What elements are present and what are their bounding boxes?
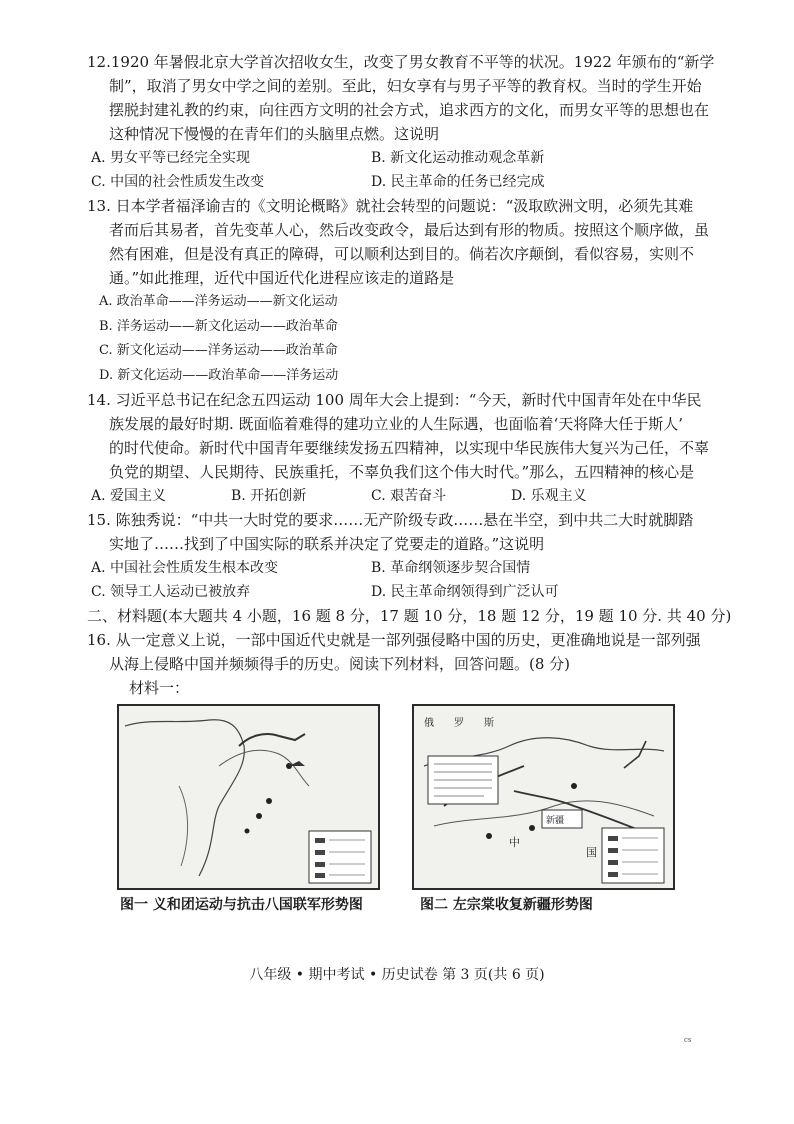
- question-stem-line: 然有困难，但是没有真正的障碍，可以顺利达到目的。倘若次序颠倒，看似容易，实则不: [109, 245, 695, 263]
- question-stem-line: 13. 日本学者福泽谕吉的《文明论概略》就社会转型的问题说：“汲取欧洲文明，必须先其难: [87, 197, 694, 215]
- option-c[interactable]: C. 中国的社会性质发生改变: [91, 174, 265, 190]
- figure-2-caption: 图二 左宗棠收复新疆形势图: [420, 897, 593, 913]
- option-b[interactable]: B. 新文化运动推动观念革新: [371, 150, 545, 166]
- figure-2-map: [412, 704, 675, 890]
- option-b[interactable]: B. 革命纲领逐步契合国情: [371, 560, 531, 576]
- map-label: 新疆: [546, 816, 565, 826]
- question-stem-line: 12.1920 年暑假北京大学首次招收女生，改变了男女教育不平等的状况。1922 年颁布的“新学: [87, 53, 715, 71]
- option-d[interactable]: D. 新文化运动——政治革命——洋务运动: [99, 367, 339, 383]
- option-a[interactable]: A. 爱国主义: [91, 488, 167, 504]
- question-15: [87, 508, 707, 604]
- option-b[interactable]: B. 洋务运动——新文化运动——政治革命: [99, 318, 338, 334]
- options-grid: [87, 146, 707, 194]
- question-16-line: 从海上侵略中国并频频得手的历史。阅读下列材料，回答问题。(8 分): [109, 655, 571, 673]
- question-stem-line: 制”，取消了男女中学之间的差别。至此，妇女享有与男子平等的教育权。当时的学生开始: [109, 77, 702, 95]
- map-label: 中: [509, 836, 520, 849]
- map-label: 俄: [424, 718, 434, 729]
- material-label: 材料一：: [129, 679, 190, 697]
- figure-1-map: [117, 704, 380, 890]
- question-stem-line: 的时代使命。新时代中国青年要继续发扬五四精神，以实现中华民族伟大复兴为己任，不辜: [109, 439, 710, 457]
- option-b[interactable]: B. 开拓创新: [231, 488, 307, 504]
- section-title: 二、材料题(本大题共 4 小题，16 题 8 分，17 题 10 分，18 题 12 分，19 题 10 分. 共 40 分): [87, 607, 732, 625]
- question-stem-line: 族发展的最好时期. 既面临着难得的建功立业的人生际遇，也面临着‘天将降大任于斯人’: [109, 415, 684, 433]
- map-boxer-movement: [119, 706, 378, 888]
- options-grid: [87, 556, 707, 604]
- question-stem-line: 者而后其易者，首先变革人心，然后改变政令，最后达到有形的物质。按照这个顺序做，虽: [109, 221, 710, 239]
- question-stem-line: 15. 陈独秀说：“中共一大时党的要求……无产阶级专政……悬在半空，到中共二大时就脚踏: [87, 511, 694, 529]
- option-c[interactable]: C. 艰苦奋斗: [371, 488, 447, 504]
- option-d[interactable]: D. 民主革命纲领得到广泛认可: [371, 584, 559, 600]
- question-stem-line: 14. 习近平总书记在纪念五四运动 100 周年大会上提到：“今天，新时代中国青年处在中华民: [87, 391, 702, 409]
- map-label: 斯: [484, 718, 494, 729]
- question-stem-line: 这种情况下慢慢的在青年们的头脑里点燃。这说明: [109, 125, 440, 143]
- option-a[interactable]: A. 男女平等已经完全实现: [91, 150, 251, 166]
- question-stem-line: 摆脱封建礼教的约束，向往西方文明的社会方式，追求西方的文化，而男女平等的思想也在: [109, 101, 710, 119]
- watermark: cs: [684, 1036, 692, 1044]
- page-footer: 八年级 • 期中考试 • 历史试卷 第 3 页(共 6 页): [249, 967, 545, 983]
- option-d[interactable]: D. 乐观主义: [511, 488, 587, 504]
- options-row: [87, 484, 707, 508]
- option-a[interactable]: A. 政治革命——洋务运动——新文化运动: [99, 294, 338, 309]
- map-xinjiang-recovery: [414, 706, 673, 888]
- question-12: [87, 50, 715, 194]
- question-stem-line: 通。”如此推理，近代中国近代化进程应该走的道路是: [109, 269, 455, 287]
- option-d[interactable]: D. 民主革命的任务已经完成: [371, 174, 545, 190]
- question-stem-line: 实地了……找到了中国实际的联系并决定了党要走的道路。”这说明: [109, 535, 545, 553]
- option-c[interactable]: C. 领导工人运动已被放弃: [91, 584, 251, 600]
- question-stem-line: 负党的期望、人民期待、民族重托，不辜负我们这个伟大时代。”那么，五四精神的核心是: [109, 463, 695, 481]
- question-16-line: 16. 从一定意义上说，一部中国近代史就是一部列强侵略中国的历史，更准确地说是一部列强: [87, 631, 701, 649]
- option-a[interactable]: A. 中国社会性质发生根本改变: [91, 560, 279, 576]
- question-13: [87, 194, 710, 388]
- map-label: 罗: [454, 718, 464, 729]
- figure-1-caption: 图一 义和团运动与抗击八国联军形势图: [120, 897, 363, 913]
- map-label: 国: [586, 846, 597, 859]
- option-c[interactable]: C. 新文化运动——洋务运动——政治革命: [99, 343, 338, 358]
- section-2: [87, 604, 732, 700]
- options-list: [87, 290, 707, 388]
- question-14: [87, 388, 710, 508]
